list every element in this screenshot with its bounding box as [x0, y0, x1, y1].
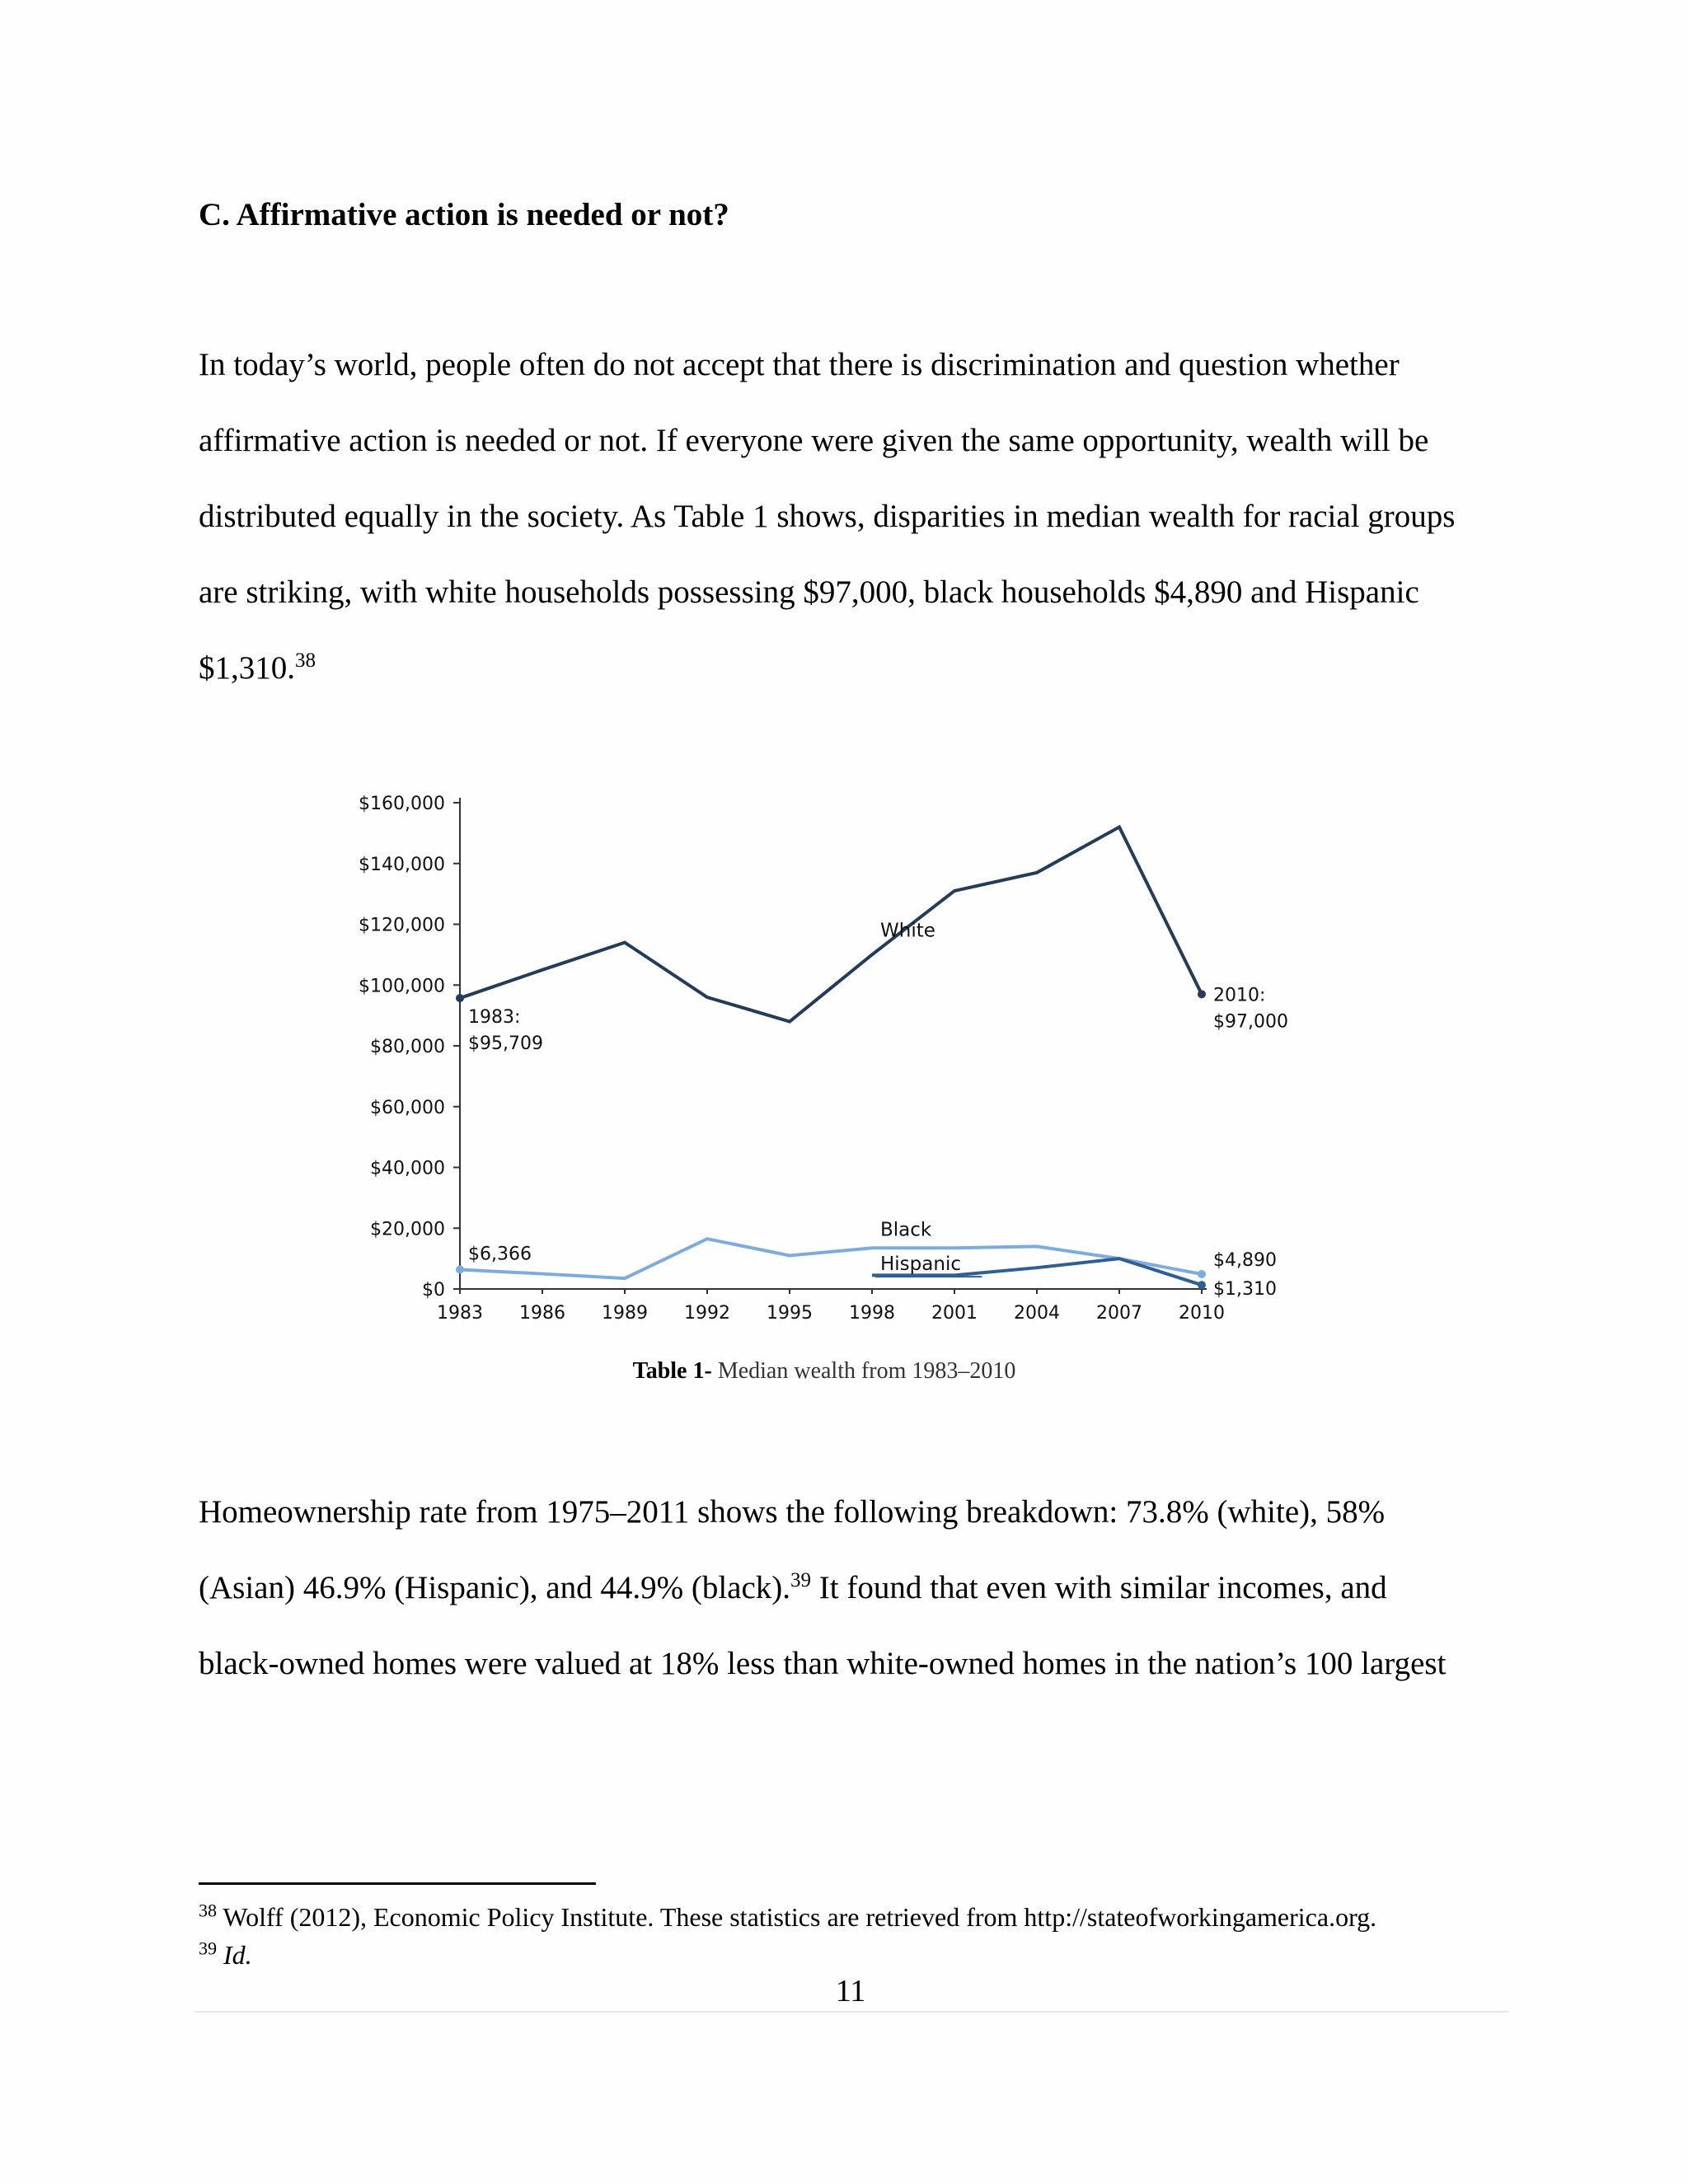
table-caption	[0, 1358, 1648, 1385]
series-label-white: White	[880, 920, 935, 942]
series-label-black: Black	[880, 1219, 932, 1241]
y-tick-label: $120,000	[359, 915, 445, 936]
y-tick-label: $100,000	[359, 976, 445, 997]
section-heading: C. Affirmative action is needed or not?	[199, 197, 729, 232]
series-point-black-end	[1198, 1270, 1206, 1278]
paragraph-1-line: $1,310.	[199, 650, 295, 686]
footnote-text: Wolff (2012), Economic Policy Institute. These statistics are retrieved from http://stateofworkingamerica.org.	[217, 1902, 1377, 1932]
paragraph-1-last-line	[199, 648, 1509, 724]
y-tick-label: $140,000	[359, 854, 445, 875]
annotation-black-start: $6,366	[468, 1244, 532, 1265]
paragraph-2-line: Homeownership rate from 1975–2011 shows the following breakdown: 73.8% (white), 58%	[199, 1494, 1386, 1530]
series-point-black-start	[456, 1266, 464, 1274]
paragraph-1-line: distributed equally in the society. As Table 1 shows, disparities in median wealth for racial groups	[199, 499, 1456, 534]
annotation-white-start-value: $95,709	[468, 1033, 543, 1055]
x-tick-label: 1998	[849, 1303, 895, 1324]
paragraph-2-line-2	[199, 1568, 1509, 1643]
paragraph-1-line: are striking, with white households possessing $97,000, black households $4,890 and Hispanic	[199, 574, 1419, 610]
footnote-ref-38[interactable]: 38	[295, 649, 316, 672]
footnote-ref-39[interactable]: 39	[790, 1569, 812, 1591]
series-point-white-end	[1198, 990, 1206, 998]
y-tick-label: $80,000	[370, 1037, 445, 1057]
y-tick-label: $60,000	[370, 1097, 445, 1118]
x-tick-label: 2010	[1179, 1303, 1225, 1324]
page-number: 11	[835, 1974, 866, 2008]
paragraph-2	[199, 1492, 1509, 1719]
y-tick-label: $20,000	[370, 1219, 445, 1240]
bottom-divider	[195, 2011, 1508, 2013]
x-tick-label: 1983	[437, 1303, 483, 1324]
footnote-39	[199, 1940, 252, 1971]
paragraph-1	[199, 344, 1509, 724]
annotation-black-end: $4,890	[1213, 1249, 1277, 1271]
x-tick-label: 1989	[602, 1303, 648, 1324]
series-line-black	[460, 1239, 1202, 1278]
paragraph-2-text: (Asian) 46.9% (Hispanic), and 44.9% (black).	[199, 1570, 791, 1605]
chart-svg	[330, 775, 1343, 1335]
x-tick-label: 1995	[767, 1303, 813, 1324]
paragraph-1-line: In today’s world, people often do not accept that there is discrimination and question whether	[199, 347, 1400, 382]
footnote-38	[199, 1902, 1376, 1933]
caption-label: Table 1-	[632, 1358, 712, 1384]
series-line-white	[460, 827, 1202, 1022]
y-tick-label: $160,000	[359, 794, 445, 814]
footnote-text: Id.	[217, 1940, 252, 1970]
footnote-divider	[199, 1882, 596, 1885]
y-tick-label: $40,000	[370, 1158, 445, 1179]
annotation-white-start: 1983:	[468, 1007, 521, 1029]
series-point-white-start	[456, 994, 464, 1002]
annotation-white-end-value: $97,000	[1213, 1011, 1288, 1033]
x-tick-label: 1992	[684, 1303, 730, 1324]
x-tick-label: 1986	[519, 1303, 565, 1324]
series-label-hispanic: Hispanic	[880, 1254, 961, 1276]
annotation-white-end: 2010:	[1213, 985, 1266, 1006]
footnote-number: 39	[199, 1938, 217, 1959]
paragraph-1-line: affirmative action is needed or not. If everyone were given the same opportunity, wealth will be	[199, 423, 1429, 458]
paragraph-2-text: It found that even with similar incomes, and	[811, 1570, 1387, 1605]
x-tick-label: 2007	[1096, 1303, 1142, 1324]
caption-text: Median wealth from 1983–2010	[711, 1358, 1016, 1384]
series-point-hispanic-end	[1198, 1281, 1206, 1289]
y-tick-label: $0	[422, 1280, 445, 1301]
paragraph-2-line: black-owned homes were valued at 18% less than white-owned homes in the nation’s 100 largest	[199, 1646, 1447, 1681]
annotation-hispanic-end: $1,310	[1213, 1279, 1277, 1301]
x-tick-label: 2001	[931, 1303, 978, 1324]
median-wealth-chart	[330, 775, 1343, 1335]
footnote-number: 38	[199, 1900, 217, 1921]
x-tick-label: 2004	[1014, 1303, 1060, 1324]
